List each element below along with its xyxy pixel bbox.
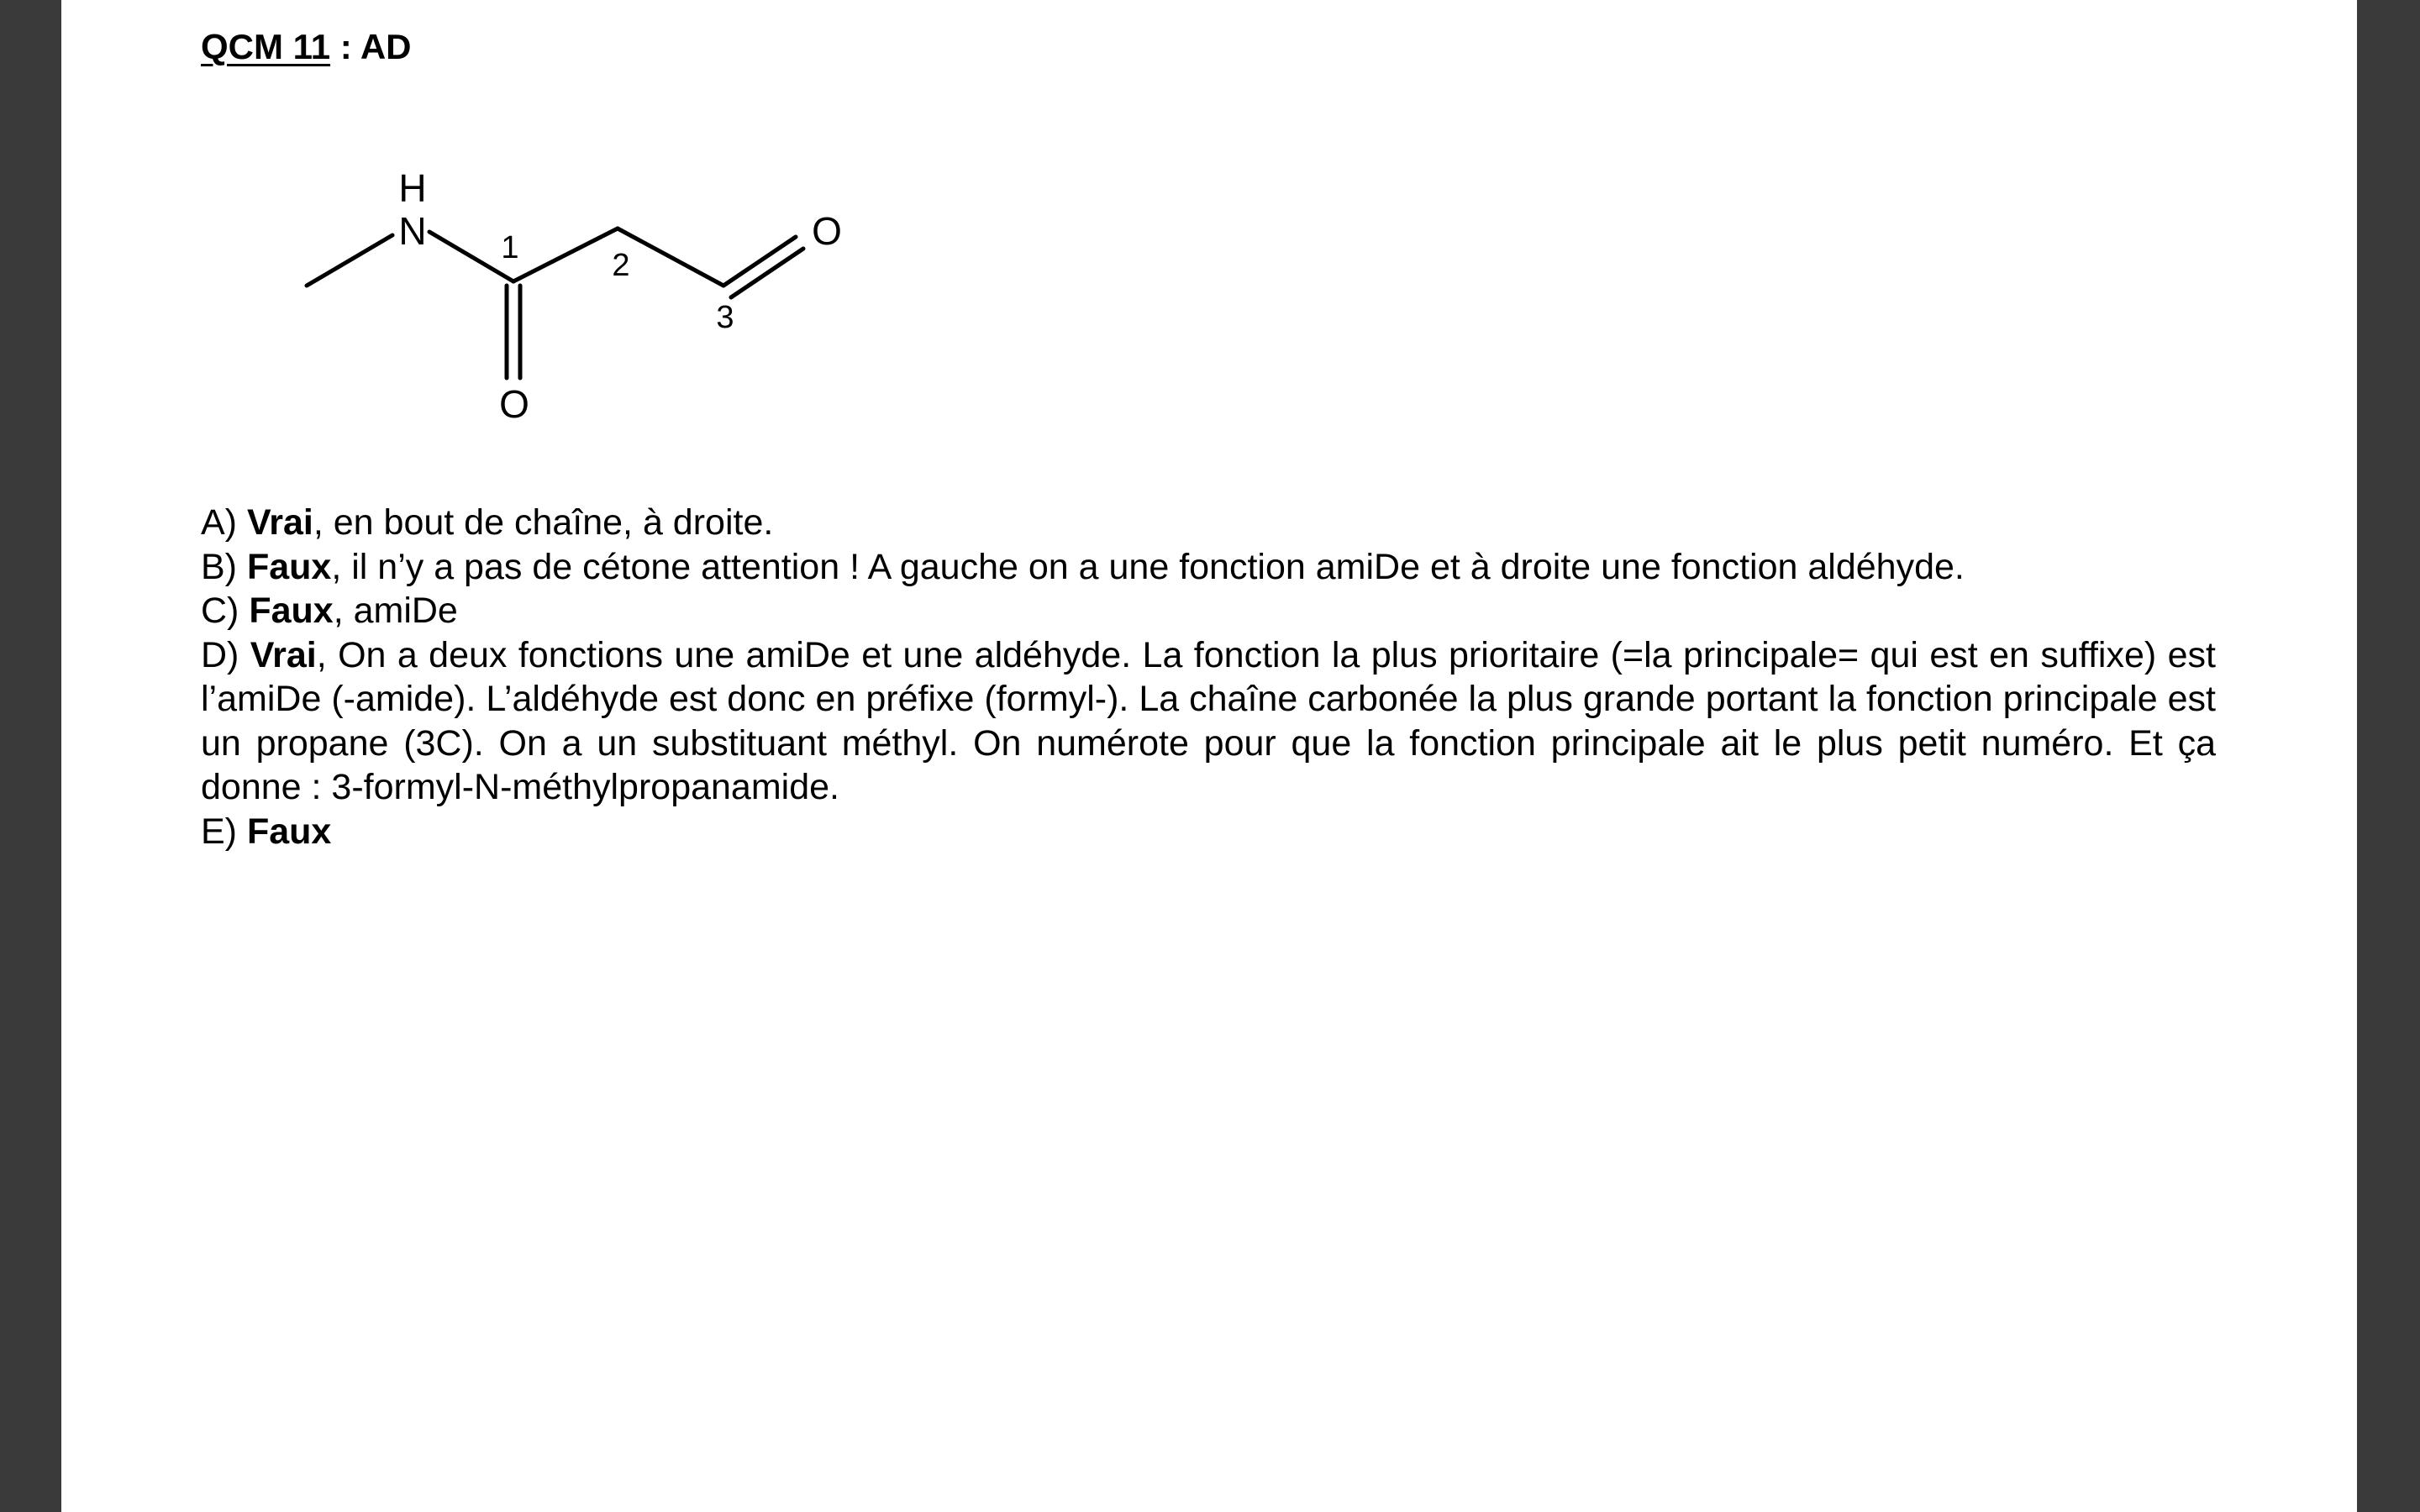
- answer-letter: A): [201, 502, 247, 543]
- answer-explanation: , amiDe: [333, 591, 458, 631]
- bond-c2-c3: [618, 228, 723, 286]
- atom-o-amide: O: [499, 382, 529, 426]
- answer-b: [201, 545, 2216, 590]
- qcm-title: [201, 27, 412, 67]
- qcm-number: QCM 11: [201, 27, 331, 66]
- qcm-correct-answers: AD: [360, 27, 412, 66]
- qcm-title-separator: :: [330, 27, 360, 66]
- answer-list: [201, 501, 2216, 853]
- answer-verdict: Faux: [246, 546, 332, 587]
- answer-verdict: Faux: [246, 811, 332, 852]
- document-page: [61, 0, 2357, 1512]
- molecule-structure: [201, 151, 890, 437]
- answer-verdict: Vrai: [250, 634, 317, 675]
- answer-c: [201, 589, 2216, 633]
- carbon-number-2: 2: [612, 248, 630, 283]
- carbon-number-1: 1: [501, 230, 519, 265]
- answer-letter: E): [201, 811, 247, 852]
- answer-verdict: Faux: [249, 591, 334, 631]
- answer-e: [201, 810, 2216, 854]
- answer-letter: D): [201, 634, 250, 675]
- atom-h: H: [398, 166, 427, 210]
- bond-c1-c2: [513, 228, 618, 281]
- answer-d: [201, 633, 2216, 810]
- answer-verdict: Vrai: [246, 502, 313, 543]
- molecule-drawing: [201, 151, 890, 437]
- bond-methyl-n: [307, 235, 392, 286]
- answer-explanation: , en bout de chaîne, à droite.: [313, 502, 774, 543]
- answer-letter: B): [201, 546, 247, 587]
- carbon-number-3: 3: [716, 300, 734, 335]
- atom-o-aldehyde: O: [812, 209, 842, 253]
- answer-explanation: , On a deux fonctions une amiDe et une aldéhyde. La fonction la plus prioritaire (=la principale= qui est en suffixe) est l’amiDe (-amide). L’aldéhyde est donc en préfixe (formyl-). La chaîne carbonée la plus grande portant la fonction principale est un propane (3C). On a un substituant méthyl. On numérote pour que la fonction principale ait le plus petit numéro. Et ça donne : 3-formyl-N-méthylpropanamide.: [201, 634, 2216, 807]
- answer-explanation: , il n’y a pas de cétone attention ! A gauche on a une fonction amiDe et à droite une fonction aldéhyde.: [331, 546, 1965, 587]
- answer-letter: C): [201, 591, 250, 631]
- atom-n: N: [398, 209, 427, 253]
- answer-a: [201, 501, 2216, 545]
